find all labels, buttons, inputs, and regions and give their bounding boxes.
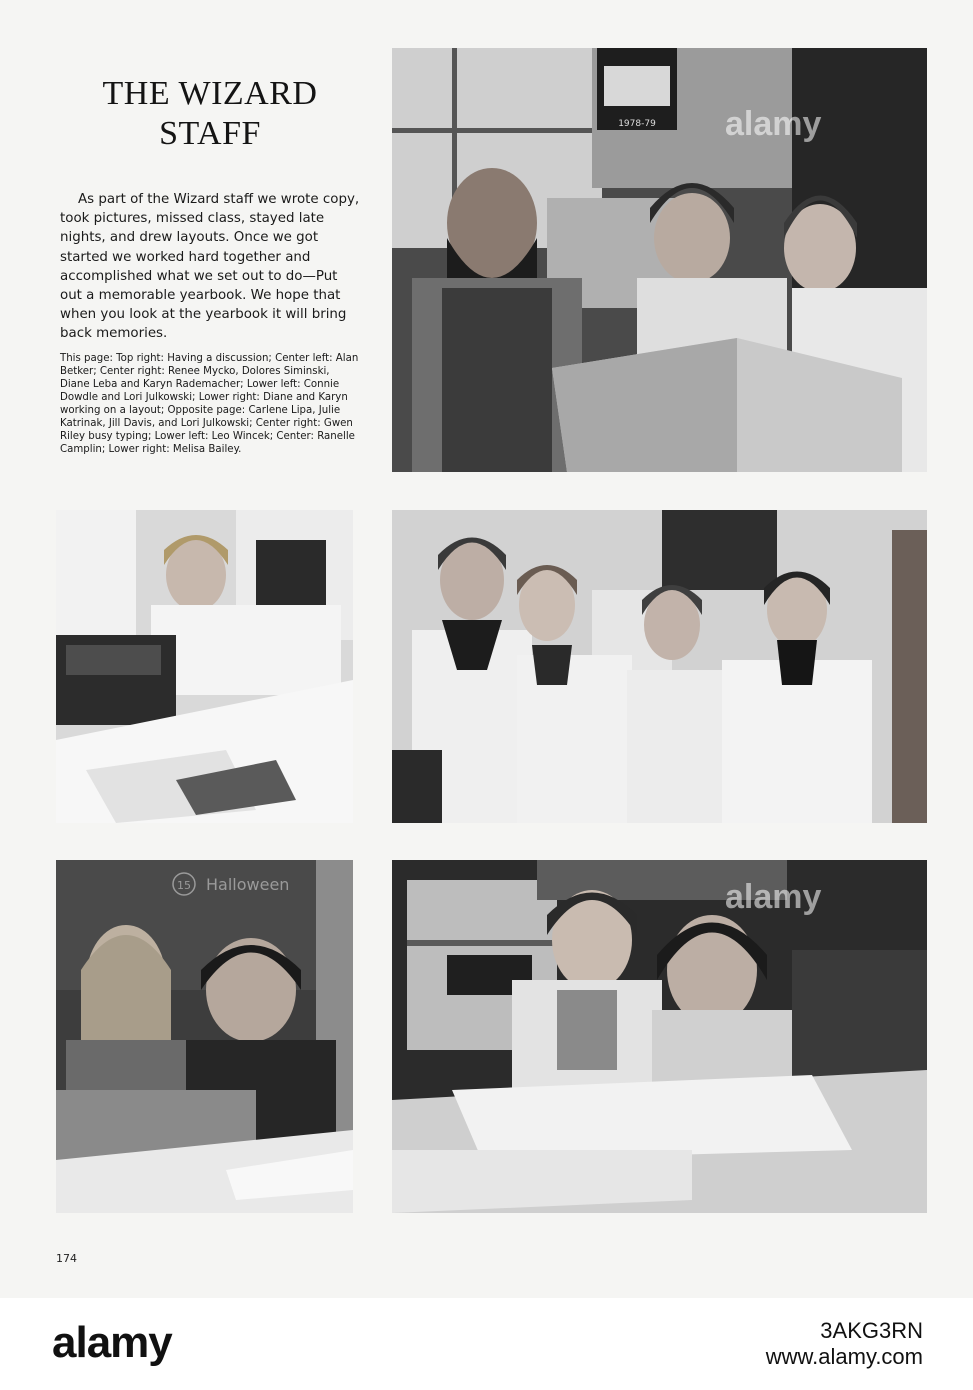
watermark-logo-2: alamy	[725, 878, 822, 916]
photo-discussion	[392, 48, 927, 472]
page-title-line-1: THE WIZARD	[102, 75, 318, 112]
photo-captions: This page: Top right: Having a discussion; Center left: Alan Betker; Center right: Renee Mycko, Dolores Siminski, Diane Leba and Karyn Rademacher; Lower left: Connie Dowdle and Lori Julkowski; Lower right: Diane and Karyn working on a layout; Opposite page: Carlene Lipa, Julie Katrinak, Jill Davis, and Lori Julkowski; Center right: Gwen Riley busy typing; Lower left: Leo Wincek; Center: Ranelle Camplin; Lower right: Melisa Bailey.	[60, 353, 359, 455]
alamy-logo: alamy	[52, 1318, 172, 1367]
photo-group	[392, 510, 927, 823]
page-number: 174	[56, 1252, 77, 1265]
site-url: www.alamy.com	[765, 1344, 923, 1369]
chalkboard-number-text: 15	[177, 879, 191, 892]
page-title-line-2: STAFF	[159, 115, 261, 152]
image-code-block	[766, 1318, 923, 1370]
photo-layout	[392, 860, 927, 1213]
watermark-logo-1: alamy	[725, 105, 822, 143]
image-code: 3AKG3RN	[820, 1318, 923, 1343]
calendar-year-text: 1978-79	[618, 119, 656, 129]
page-title	[60, 74, 360, 154]
photo-desk	[56, 860, 353, 1213]
intro-paragraph: As part of the Wizard staff we wrote copy, took pictures, missed class, stayed late nights, and drew layouts. Once we got started we worked hard together and accomplished what we set out to do—Put out a memorable yearbook. We hope that when you look at the yearbook it will bring back memories.	[60, 192, 360, 342]
chalkboard-halloween-text: Halloween	[206, 875, 290, 894]
photo-typing	[56, 510, 353, 823]
